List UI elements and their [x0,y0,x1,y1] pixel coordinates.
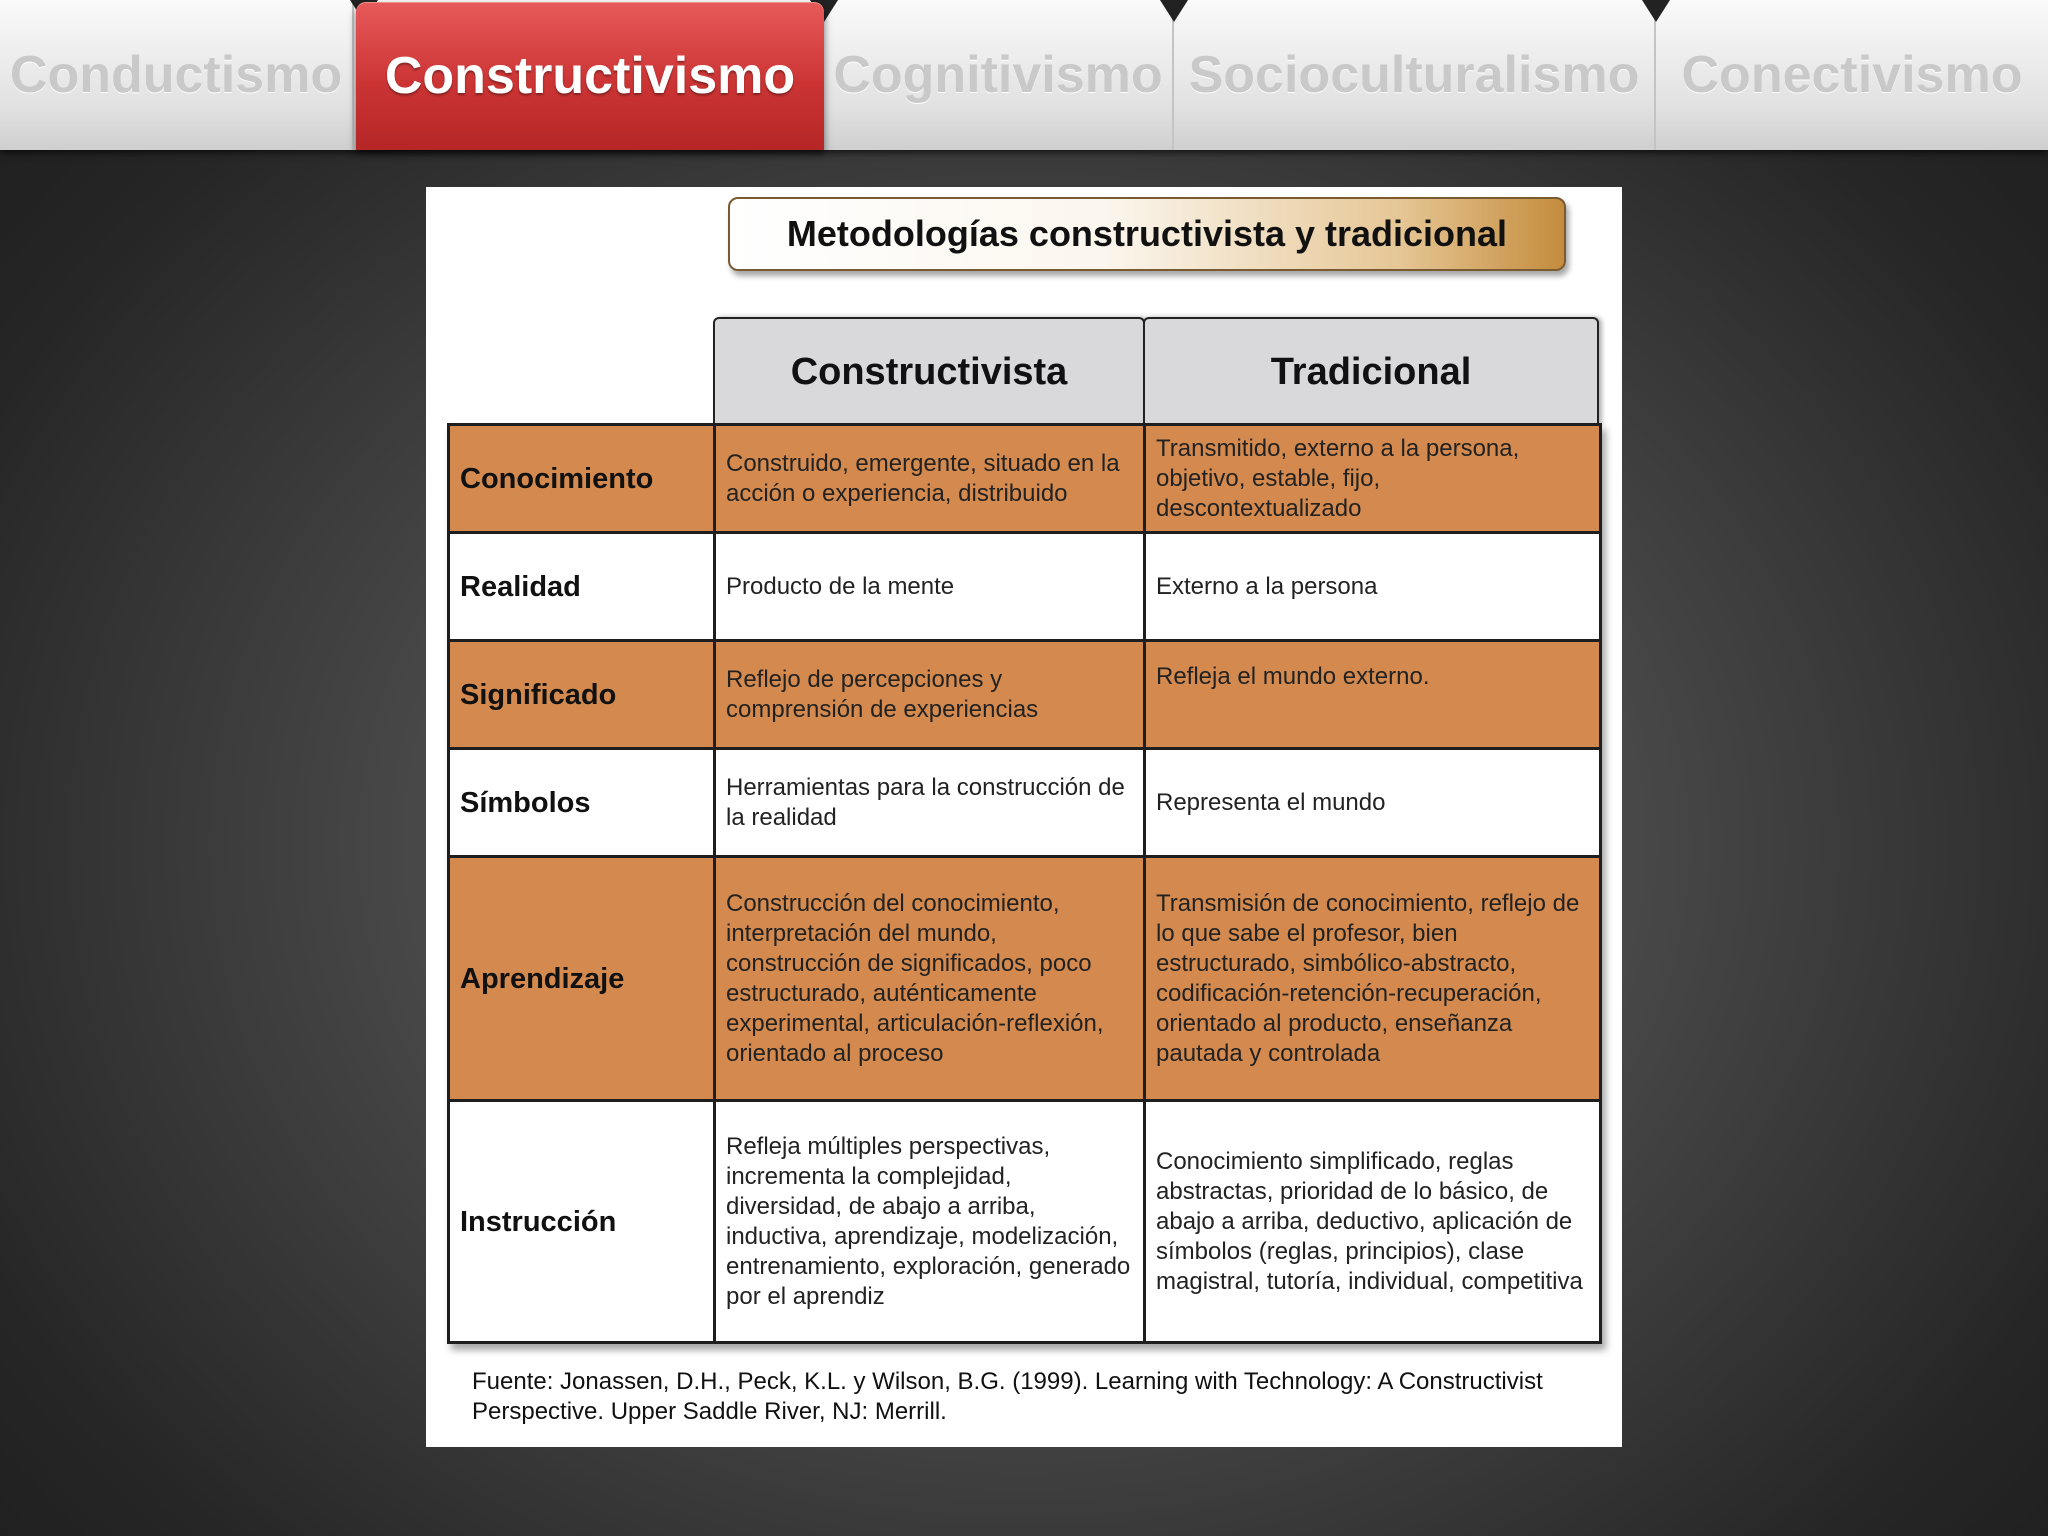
cell-tradicional: Externo a la persona [1145,533,1601,641]
row-label: Símbolos [449,749,715,857]
row-label: Aprendizaje [449,857,715,1101]
tab-conectivismo[interactable]: Conectivismo [1681,46,2023,104]
figure-title: Metodologías constructivista y tradicional [728,197,1566,271]
cell-constructivista: Producto de la mente [715,533,1145,641]
cell-constructivista: Construido, emergente, situado en la acción o experiencia, distribuido [715,425,1145,533]
table-row [449,857,1601,1101]
table-row [449,533,1601,641]
comparison-figure [426,187,1622,1447]
table-row [449,749,1601,857]
cell-constructivista: Reflejo de percepciones y comprensión de experiencias [715,641,1145,749]
column-header-tradicional: Tradicional [1143,317,1599,425]
row-label: Significado [449,641,715,749]
tab-bar [0,0,2048,150]
tab-conductismo[interactable]: Conductismo [0,0,354,150]
table-row [449,641,1601,749]
cell-tradicional: Refleja el mundo externo. [1145,641,1601,749]
tab-cognitivismo[interactable]: Cognitivismo [824,0,1174,150]
tab-notch [1160,0,1188,22]
tab-socioculturalismo[interactable]: Socioculturalismo [1174,0,1656,150]
table-row [449,1101,1601,1343]
cell-tradicional: Representa el mundo [1145,749,1601,857]
cell-constructivista: Construcción del conocimiento, interpretación del mundo, construcción de significados, poco estructurado, auténticamente experimental, articulación-reflexión, orientado al proceso [715,857,1145,1101]
cell-tradicional: Conocimiento simplificado, reglas abstractas, prioridad de lo básico, de abajo a arriba, deductivo, aplicación de símbolos (reglas, principios), clase magistral, tutoría, individual, competitiva [1145,1101,1601,1343]
tab-constructivismo[interactable]: Constructivismo [356,2,824,150]
row-label: Conocimiento [449,425,715,533]
row-label: Instrucción [449,1101,715,1343]
row-label: Realidad [449,533,715,641]
table-row [449,425,1601,533]
comparison-table [447,423,1602,1344]
cell-constructivista: Herramientas para la construcción de la realidad [715,749,1145,857]
source-citation: Fuente: Jonassen, D.H., Peck, K.L. y Wilson, B.G. (1999). Learning with Technology: A Constructivist Perspective. Upper Saddle River, NJ: Merrill. [472,1368,1543,1425]
tab-notch [1642,0,1670,22]
cell-tradicional: Transmisión de conocimiento, reflejo de lo que sabe el profesor, bien estructurado, simbólico-abstracto, codificación-retención-recuperación, orientado al producto, enseñanza pautada y controlada [1145,857,1601,1101]
cell-constructivista: Refleja múltiples perspectivas, incrementa la complejidad, diversidad, de abajo a arriba, inductiva, aprendizaje, modelización, entrenamiento, exploración, generado por el aprendiz [715,1101,1145,1343]
cell-tradicional: Transmitido, externo a la persona, objetivo, estable, fijo, descontextualizado [1145,425,1601,533]
column-header-constructivista: Constructivista [713,317,1145,425]
